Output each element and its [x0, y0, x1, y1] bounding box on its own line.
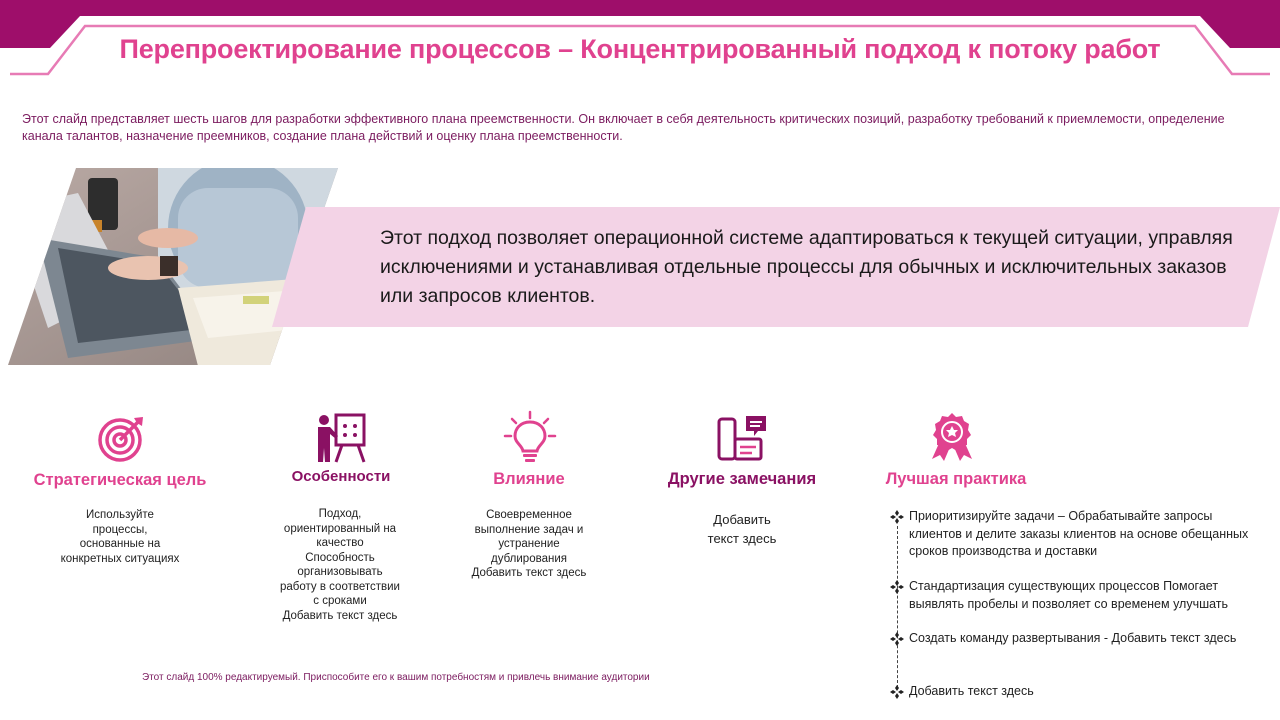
footer-note: Этот слайд 100% редактируемый. Приспособите его к вашим потребностям и привлечь внимание аудитории: [142, 672, 650, 683]
col-text-strategic-goal: [40, 508, 200, 566]
text-line: организовывать: [297, 566, 383, 578]
text-line: основанные на: [79, 538, 161, 550]
col-title-strategic-goal: Стратегическая цель: [33, 471, 207, 489]
col-text-other-remarks: [672, 510, 812, 548]
diamond-bullet-icon: [890, 510, 904, 524]
col-title-best-practice: Лучшая практика: [885, 470, 1027, 488]
col-title-other-remarks: Другие замечания: [667, 470, 817, 488]
award-badge-icon: [926, 411, 978, 463]
col-title-features: Особенности: [291, 468, 391, 485]
text-line: Добавить текст здесь: [282, 609, 398, 622]
lightbulb-icon: [502, 410, 558, 464]
mobile-chat-icon: [716, 413, 770, 463]
text-line: ориентированный на: [283, 522, 397, 535]
text-line: дублирования: [491, 552, 567, 565]
list-item-text: Стандартизация существующих процессов Помогает выявлять пробелы и позволяет со временем улучшать: [909, 579, 1229, 611]
text-line: конкретных ситуациях: [60, 552, 180, 565]
page-title: Перепроектирование процессов – Концентрированный подход к потоку работ: [119, 34, 1161, 64]
col-text-features: [265, 507, 415, 623]
text-line: с сроками: [313, 595, 367, 607]
text-line: Добавить: [713, 512, 771, 527]
text-line: Используйте: [86, 509, 154, 521]
text-line: устранение: [498, 538, 560, 550]
diamond-bullet-icon: [890, 685, 904, 699]
text-line: Подход,: [318, 508, 362, 520]
text-line: процессы,: [92, 523, 148, 536]
list-item-text: Приоритизируйте задачи – Обрабатывайте запросы клиентов и делите заказы клиентов на основе обещанных сроков производства и доставки: [909, 509, 1249, 558]
text-line: работу в соответствии: [280, 580, 400, 593]
text-line: текст здесь: [707, 531, 777, 546]
intro-text: Этот слайд представляет шесть шагов для разработки эффективного плана преемственности. Он включает в себя деятельность критических позиций, разработку требований к приемлемости, определение канала талантов, назначение преемников, создание плана действий и оценку плана преемственности.: [22, 112, 1225, 143]
target-icon: [96, 414, 146, 464]
text-line: выполнение задач и: [474, 523, 584, 536]
text-line: Способность: [305, 551, 375, 564]
list-item-text: Создать команду развертывания - Добавить текст здесь: [909, 631, 1237, 645]
presenter-board-icon: [314, 412, 368, 464]
list-item-text: Добавить текст здесь: [909, 684, 1034, 698]
quote-text: Этот подход позволяет операционной системе адаптироваться к текущей ситуации, управляя исключениями и устанавливая отдельные процессы для обычных и исключительных заказов или запросов клиентов.: [380, 227, 1233, 307]
text-line: качество: [316, 537, 364, 549]
diamond-bullet-icon: [890, 632, 904, 646]
col-text-impact: [454, 508, 604, 581]
timeline-line: [897, 526, 898, 688]
col-title-impact: Влияние: [493, 470, 565, 488]
diamond-bullet-icon: [890, 580, 904, 594]
text-line: Добавить текст здесь: [471, 567, 587, 579]
text-line: Своевременное: [486, 509, 572, 521]
